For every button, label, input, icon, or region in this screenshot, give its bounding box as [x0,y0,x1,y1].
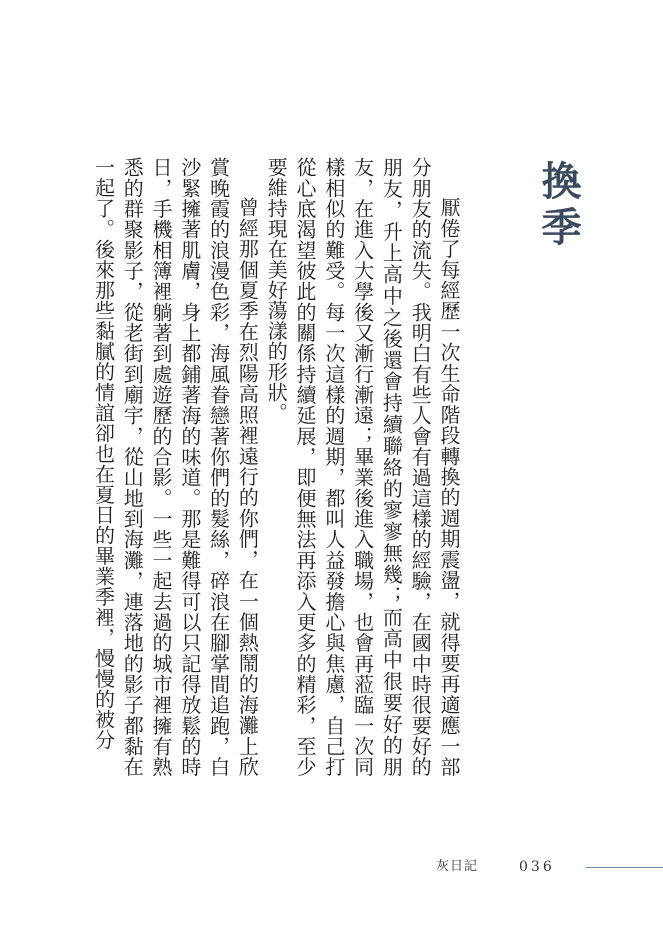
page-number: 036 [519,859,555,875]
paragraph-1: 厭倦了每經歷一次生命階段轉換的週期震盪，就得要再適應一部分朋友的流失。我明白有些人會有過這樣的經驗，在國中時很要好的朋友，升上高中之後還會持續聯絡的寥寥無幾；而高中很要好的朋友，在進入大學後又漸行漸遠；畢業後進入職場，也會再蒞臨一次同樣相似的難受。每一次這樣的週期，都叫人益發擔心與焦慮，自己打從心底渴望彼此的關係持續延展，即便無法再添入更多的精彩，至少要維持現在美好蕩漾的形狀。 [264,157,461,777]
chapter-title: 換季 [535,160,581,252]
footer-rule [586,867,663,868]
body-text [91,157,463,777]
page-footer [0,855,663,879]
paragraph-2: 曾經那個夏季在烈陽高照裡遠行的你們，在一個熱鬧的海灘上欣賞晚霞的浪漫色彩，海風眷戀著你們的髮絲，碎浪在腳掌間追跑，白沙緊擁著肌膚，身上都鋪著海的味道。那是難得可以只記得放鬆的時日，手機相簿裡躺著到處遊歷的合影。一些一起去過的城市裡擁有熟悉的群聚影子，從老街到廟宇，從山地到海灘，連落地的影子都黏在一起了。後來那些黏膩的情誼卻也在夏日的畢業季裡，慢慢的被分 [91,157,260,777]
running-book-title: 灰日記 [436,859,479,874]
